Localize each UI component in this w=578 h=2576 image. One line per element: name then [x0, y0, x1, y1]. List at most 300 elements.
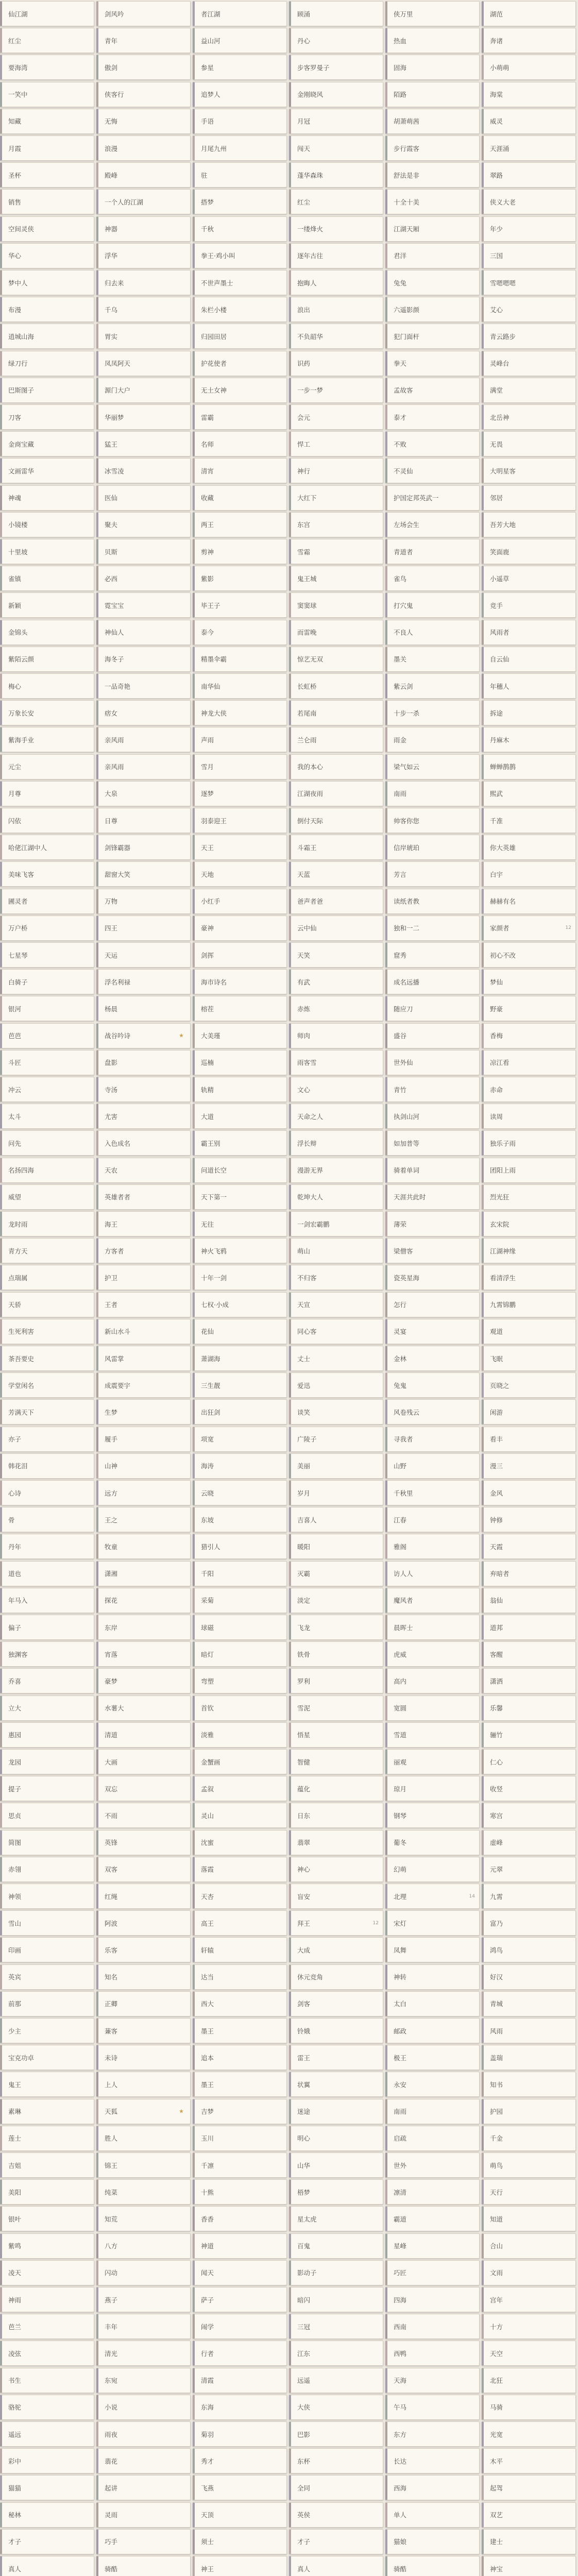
name-card[interactable] [289, 1668, 383, 1693]
name-card[interactable] [193, 2341, 287, 2366]
name-card[interactable] [289, 808, 383, 833]
name-card[interactable] [289, 2045, 383, 2070]
name-card[interactable] [289, 889, 383, 914]
name-card[interactable] [96, 2153, 191, 2178]
name-card[interactable] [193, 1561, 287, 1586]
name-card[interactable] [193, 1722, 287, 1748]
name-card[interactable] [482, 1615, 576, 1640]
name-card[interactable] [289, 2018, 383, 2043]
name-card[interactable] [193, 1749, 287, 1774]
name-card[interactable] [0, 270, 94, 295]
name-card[interactable] [193, 1991, 287, 2016]
name-card[interactable] [193, 889, 287, 914]
name-card[interactable] [0, 539, 94, 564]
name-card[interactable] [0, 1077, 94, 1102]
name-card[interactable] [385, 1023, 480, 1048]
name-card[interactable] [193, 916, 287, 941]
name-card[interactable] [96, 592, 191, 618]
name-card[interactable] [482, 351, 576, 376]
name-card[interactable] [385, 592, 480, 618]
name-card[interactable] [0, 754, 94, 779]
name-card[interactable] [482, 835, 576, 860]
name-card[interactable] [482, 916, 576, 941]
name-card[interactable] [193, 243, 287, 268]
name-card[interactable] [482, 1668, 576, 1693]
name-card[interactable] [385, 942, 480, 968]
name-card[interactable] [0, 297, 94, 322]
name-card[interactable] [96, 1427, 191, 1452]
name-card[interactable] [0, 1346, 94, 1371]
name-card[interactable] [289, 2395, 383, 2420]
name-card[interactable] [96, 647, 191, 672]
name-card[interactable] [0, 2233, 94, 2259]
name-card[interactable] [385, 673, 480, 699]
name-card[interactable] [96, 512, 191, 537]
name-card[interactable] [482, 1399, 576, 1425]
name-card[interactable] [0, 135, 94, 161]
name-card[interactable] [193, 135, 287, 161]
name-card[interactable] [385, 109, 480, 134]
name-card[interactable] [193, 189, 287, 214]
name-card[interactable] [0, 2179, 94, 2205]
name-card[interactable] [0, 1292, 94, 1317]
name-card[interactable] [385, 1427, 480, 1452]
name-card[interactable] [0, 566, 94, 591]
name-card[interactable] [96, 969, 191, 994]
name-card[interactable] [96, 1884, 191, 1909]
name-card[interactable] [96, 1184, 191, 1210]
name-card[interactable] [289, 1507, 383, 1532]
name-card[interactable] [96, 1077, 191, 1102]
name-card[interactable] [0, 647, 94, 672]
name-card[interactable] [482, 727, 576, 752]
name-card[interactable] [482, 2556, 576, 2576]
name-card[interactable] [193, 592, 287, 618]
name-card[interactable] [0, 1211, 94, 1236]
name-card[interactable] [482, 1211, 576, 1236]
name-card[interactable] [0, 1776, 94, 1801]
name-card[interactable] [96, 754, 191, 779]
name-card[interactable] [193, 996, 287, 1021]
name-card[interactable] [193, 620, 287, 645]
name-card[interactable] [289, 1211, 383, 1236]
name-card[interactable] [289, 539, 383, 564]
name-card[interactable] [193, 566, 287, 591]
name-card[interactable] [0, 1050, 94, 1075]
name-card[interactable] [96, 916, 191, 941]
name-card[interactable] [0, 835, 94, 860]
name-card[interactable] [96, 1158, 191, 1183]
name-card[interactable] [385, 378, 480, 403]
name-card[interactable] [0, 1561, 94, 1586]
name-card[interactable] [482, 162, 576, 188]
name-card[interactable] [193, 55, 287, 80]
name-card[interactable] [482, 2233, 576, 2259]
name-card[interactable] [193, 1803, 287, 1828]
name-card[interactable] [482, 485, 576, 511]
name-card[interactable] [96, 2099, 191, 2124]
name-card[interactable] [193, 2314, 287, 2339]
name-card[interactable] [482, 1722, 576, 1748]
name-card[interactable] [289, 431, 383, 456]
name-card[interactable] [482, 2153, 576, 2178]
name-card[interactable] [482, 109, 576, 134]
name-card[interactable] [385, 431, 480, 456]
name-card[interactable] [385, 1884, 480, 1909]
name-card[interactable] [385, 2368, 480, 2393]
name-card[interactable] [482, 2072, 576, 2097]
name-card[interactable] [482, 2126, 576, 2151]
name-card[interactable] [482, 82, 576, 107]
name-card[interactable] [96, 1696, 191, 1721]
name-card[interactable] [385, 539, 480, 564]
name-card[interactable] [289, 1427, 383, 1452]
name-card[interactable] [482, 1910, 576, 1936]
name-card[interactable] [289, 2233, 383, 2259]
name-card[interactable] [0, 1696, 94, 1721]
name-card[interactable] [289, 2153, 383, 2178]
name-card[interactable] [289, 189, 383, 214]
name-card[interactable] [385, 2502, 480, 2528]
name-card[interactable] [0, 2502, 94, 2528]
name-card[interactable] [385, 1641, 480, 1667]
name-card[interactable] [193, 1184, 287, 1210]
name-card[interactable] [289, 458, 383, 483]
name-card[interactable] [385, 566, 480, 591]
name-card[interactable] [193, 324, 287, 349]
name-card[interactable] [482, 1319, 576, 1344]
name-card[interactable] [0, 1534, 94, 1559]
name-card[interactable] [482, 1346, 576, 1371]
name-card[interactable] [96, 1319, 191, 1344]
name-card[interactable] [0, 2341, 94, 2366]
name-card[interactable] [96, 243, 191, 268]
name-card[interactable] [482, 1158, 576, 1183]
name-card[interactable] [385, 1104, 480, 1129]
name-card[interactable] [482, 1238, 576, 1263]
name-card[interactable] [482, 1749, 576, 1774]
name-card[interactable] [385, 969, 480, 994]
name-card[interactable] [385, 55, 480, 80]
name-card[interactable] [289, 109, 383, 134]
name-card[interactable] [482, 2529, 576, 2554]
name-card[interactable] [289, 1372, 383, 1398]
name-card[interactable] [482, 270, 576, 295]
name-card[interactable] [482, 2099, 576, 2124]
name-card[interactable] [96, 28, 191, 53]
name-card[interactable] [482, 969, 576, 994]
name-card[interactable] [385, 1292, 480, 1317]
name-card[interactable] [193, 2421, 287, 2447]
name-card[interactable] [385, 270, 480, 295]
name-card[interactable] [193, 1964, 287, 1990]
name-card[interactable] [96, 216, 191, 242]
name-card[interactable] [0, 2368, 94, 2393]
name-card[interactable] [0, 324, 94, 349]
name-card[interactable] [289, 485, 383, 511]
name-card[interactable] [96, 189, 191, 214]
name-card[interactable] [482, 2341, 576, 2366]
name-card[interactable] [385, 2179, 480, 2205]
name-card[interactable] [385, 2475, 480, 2500]
name-card[interactable] [96, 1910, 191, 1936]
name-card[interactable] [385, 1346, 480, 1371]
name-card[interactable] [0, 1615, 94, 1640]
name-card[interactable] [0, 673, 94, 699]
name-card[interactable] [193, 297, 287, 322]
name-card[interactable] [289, 512, 383, 537]
name-card[interactable] [96, 1615, 191, 1640]
name-card[interactable] [385, 485, 480, 511]
name-card[interactable] [385, 82, 480, 107]
name-card[interactable] [482, 2314, 576, 2339]
name-card[interactable] [96, 162, 191, 188]
name-card[interactable] [96, 1399, 191, 1425]
name-card[interactable] [193, 28, 287, 53]
name-card[interactable] [289, 270, 383, 295]
name-card[interactable] [0, 916, 94, 941]
name-card[interactable] [96, 996, 191, 1021]
name-card[interactable] [482, 1534, 576, 1559]
name-card[interactable] [0, 109, 94, 134]
name-card[interactable] [289, 28, 383, 53]
name-card[interactable] [482, 297, 576, 322]
name-card[interactable] [0, 1265, 94, 1290]
name-card[interactable] [0, 2529, 94, 2554]
name-card[interactable] [193, 1507, 287, 1532]
name-card[interactable] [0, 485, 94, 511]
name-card[interactable] [289, 916, 383, 941]
name-card[interactable] [0, 404, 94, 430]
name-card[interactable] [193, 1857, 287, 1882]
name-card[interactable] [0, 1884, 94, 1909]
name-card[interactable] [385, 1937, 480, 1962]
name-card[interactable] [385, 2206, 480, 2231]
name-card[interactable] [0, 781, 94, 806]
name-card[interactable] [193, 431, 287, 456]
name-card[interactable] [193, 270, 287, 295]
name-card[interactable] [96, 2368, 191, 2393]
name-card[interactable] [482, 1964, 576, 1990]
name-card[interactable] [193, 2126, 287, 2151]
name-card[interactable] [193, 1937, 287, 1962]
name-card[interactable] [482, 2260, 576, 2285]
name-card[interactable] [289, 1991, 383, 2016]
name-card[interactable] [385, 2421, 480, 2447]
name-card[interactable] [193, 1668, 287, 1693]
name-card[interactable] [193, 1346, 287, 1371]
name-card[interactable] [385, 1265, 480, 1290]
name-card[interactable] [385, 2556, 480, 2576]
name-card[interactable] [193, 351, 287, 376]
name-card[interactable] [0, 1507, 94, 1532]
name-card[interactable] [0, 2018, 94, 2043]
name-card[interactable] [96, 781, 191, 806]
name-card[interactable] [289, 700, 383, 725]
name-card[interactable] [193, 378, 287, 403]
name-card[interactable] [385, 1991, 480, 2016]
name-card[interactable] [193, 1427, 287, 1452]
name-card[interactable] [385, 2314, 480, 2339]
name-card[interactable] [289, 135, 383, 161]
name-card[interactable] [289, 566, 383, 591]
name-card[interactable] [385, 1130, 480, 1156]
name-card[interactable] [385, 1588, 480, 1613]
name-card[interactable] [0, 55, 94, 80]
name-card[interactable] [96, 1749, 191, 1774]
name-card[interactable] [193, 835, 287, 860]
name-card[interactable] [96, 1346, 191, 1371]
name-card[interactable] [0, 620, 94, 645]
name-card[interactable] [193, 458, 287, 483]
name-card[interactable] [96, 2179, 191, 2205]
name-card[interactable] [96, 1292, 191, 1317]
name-card[interactable] [289, 1803, 383, 1828]
name-card[interactable] [96, 1722, 191, 1748]
name-card[interactable] [385, 458, 480, 483]
name-card[interactable] [96, 1857, 191, 1882]
name-card[interactable] [482, 861, 576, 887]
name-card[interactable] [482, 1937, 576, 1962]
name-card[interactable] [385, 781, 480, 806]
name-card[interactable] [193, 2072, 287, 2097]
name-card[interactable] [385, 996, 480, 1021]
name-card[interactable] [193, 1265, 287, 1290]
name-card[interactable] [0, 700, 94, 725]
name-card[interactable] [0, 2314, 94, 2339]
name-card[interactable] [482, 1050, 576, 1075]
name-card[interactable] [193, 2099, 287, 2124]
name-card[interactable] [193, 2179, 287, 2205]
name-card[interactable] [0, 2260, 94, 2285]
name-card[interactable] [193, 969, 287, 994]
name-card[interactable] [385, 754, 480, 779]
name-card[interactable] [0, 2287, 94, 2312]
name-card[interactable] [193, 1, 287, 26]
name-card[interactable] [289, 2421, 383, 2447]
name-card[interactable] [385, 297, 480, 322]
name-card[interactable] [289, 1534, 383, 1559]
name-card[interactable] [482, 2395, 576, 2420]
name-card[interactable] [193, 1292, 287, 1317]
name-card[interactable] [385, 1372, 480, 1398]
name-card[interactable] [96, 431, 191, 456]
name-card[interactable] [482, 1641, 576, 1667]
name-card[interactable] [482, 216, 576, 242]
name-card[interactable] [482, 1184, 576, 1210]
name-card[interactable] [482, 324, 576, 349]
name-card[interactable] [193, 216, 287, 242]
name-card[interactable] [193, 512, 287, 537]
name-card[interactable] [0, 2099, 94, 2124]
name-card[interactable] [96, 1803, 191, 1828]
name-card[interactable] [96, 2233, 191, 2259]
name-card[interactable] [0, 1588, 94, 1613]
name-card[interactable] [96, 539, 191, 564]
name-card[interactable] [482, 512, 576, 537]
name-card[interactable] [385, 2395, 480, 2420]
name-card[interactable] [193, 1615, 287, 1640]
name-card[interactable] [385, 1910, 480, 1936]
name-card[interactable] [96, 2421, 191, 2447]
name-card[interactable] [482, 1991, 576, 2016]
name-card[interactable] [289, 324, 383, 349]
name-card[interactable] [96, 1534, 191, 1559]
name-card[interactable] [0, 1964, 94, 1990]
name-card[interactable] [96, 1211, 191, 1236]
name-card[interactable] [289, 1050, 383, 1075]
name-card[interactable] [0, 2206, 94, 2231]
name-card[interactable] [289, 1023, 383, 1048]
name-card[interactable] [193, 2395, 287, 2420]
name-card[interactable] [289, 2287, 383, 2312]
name-card[interactable] [385, 2018, 480, 2043]
name-card[interactable] [385, 1050, 480, 1075]
name-card[interactable] [482, 189, 576, 214]
name-card[interactable] [96, 1830, 191, 1855]
name-card[interactable] [193, 2368, 287, 2393]
name-card[interactable] [385, 351, 480, 376]
name-card[interactable] [482, 2045, 576, 2070]
name-card[interactable] [193, 2502, 287, 2528]
name-card[interactable] [0, 1104, 94, 1129]
name-card[interactable] [96, 2502, 191, 2528]
name-card[interactable] [482, 1857, 576, 1882]
name-card[interactable] [0, 1480, 94, 1505]
name-card[interactable] [385, 647, 480, 672]
name-card[interactable] [385, 1776, 480, 1801]
name-card[interactable] [482, 808, 576, 833]
name-card[interactable] [482, 620, 576, 645]
name-card[interactable] [482, 2502, 576, 2528]
name-card[interactable] [289, 1453, 383, 1479]
name-card[interactable] [385, 1561, 480, 1586]
name-card[interactable] [289, 1749, 383, 1774]
name-card[interactable] [385, 727, 480, 752]
name-card[interactable] [0, 431, 94, 456]
name-card[interactable] [482, 996, 576, 1021]
name-card[interactable] [96, 942, 191, 968]
name-card[interactable] [193, 1372, 287, 1398]
name-card[interactable] [482, 647, 576, 672]
name-card[interactable] [96, 2475, 191, 2500]
name-card[interactable] [193, 2045, 287, 2070]
name-card[interactable] [96, 835, 191, 860]
name-card[interactable] [96, 297, 191, 322]
name-card[interactable] [482, 1803, 576, 1828]
name-card[interactable] [482, 2421, 576, 2447]
name-card[interactable] [289, 162, 383, 188]
name-card[interactable] [385, 135, 480, 161]
name-card[interactable] [193, 1104, 287, 1129]
name-card[interactable] [482, 431, 576, 456]
name-card[interactable] [96, 1641, 191, 1667]
name-card[interactable] [96, 861, 191, 887]
name-card[interactable] [482, 1265, 576, 1290]
name-card[interactable] [289, 2072, 383, 2097]
name-card[interactable] [385, 2341, 480, 2366]
name-card[interactable] [96, 351, 191, 376]
name-card[interactable] [385, 1319, 480, 1344]
name-card[interactable] [0, 2072, 94, 2097]
name-card[interactable] [289, 1077, 383, 1102]
name-card[interactable] [193, 2556, 287, 2576]
name-card[interactable] [0, 942, 94, 968]
name-card[interactable] [289, 727, 383, 752]
name-card[interactable] [289, 969, 383, 994]
name-card[interactable] [289, 1964, 383, 1990]
name-card[interactable] [289, 1830, 383, 1855]
